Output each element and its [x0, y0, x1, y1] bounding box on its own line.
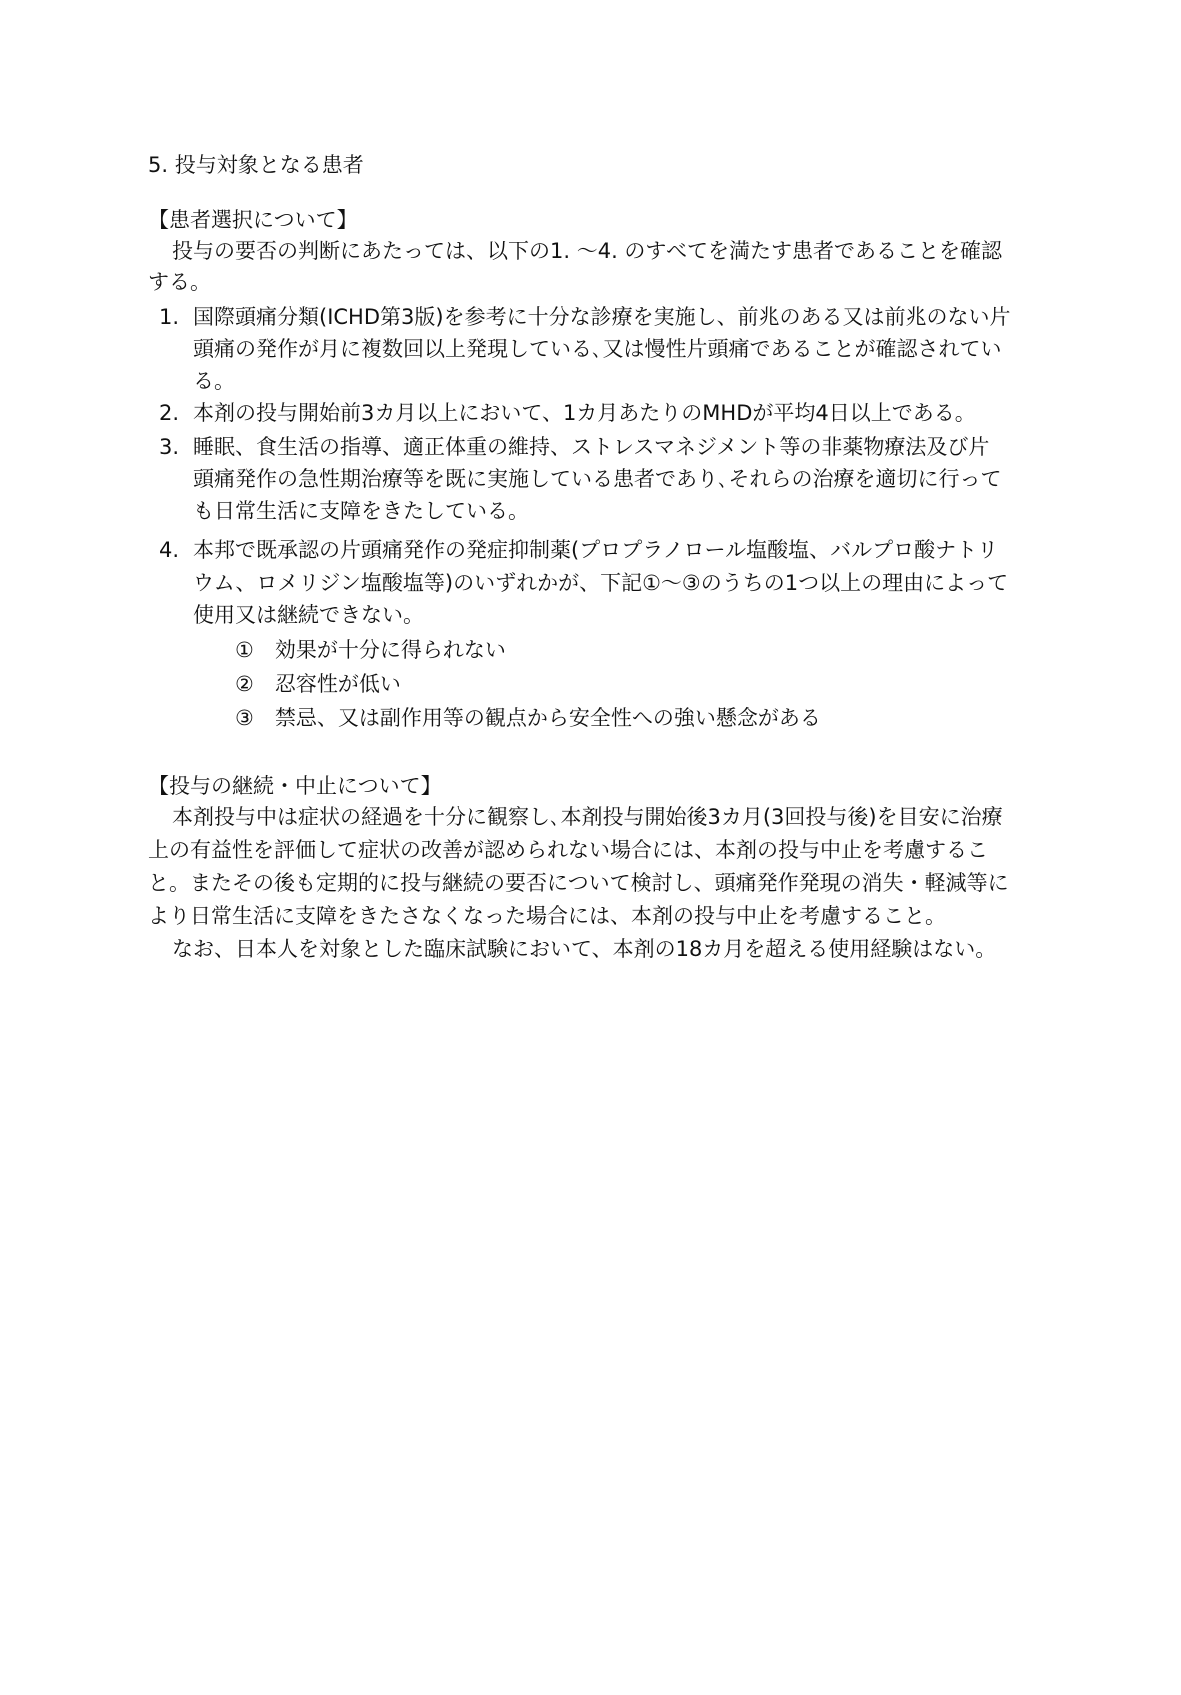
item-number-2: 2.: [159, 401, 180, 425]
subitem-3: ③ 禁忌、又は副作用等の観点から安全性への強い懸念がある: [235, 706, 821, 730]
item-3-line-3: も日常生活に支障をきたしている。: [193, 499, 529, 523]
intro-line-1: 投与の要否の判断にあたっては、以下の1. ～4. のすべてを満たす患者であることを確認: [172, 239, 1002, 263]
continuation-p2-line-1: なお、日本人を対象とした臨床試験において、本剤の18カ月を超える使用経験はない。: [172, 937, 997, 961]
item-4-line-1: 本邦で既承認の片頭痛発作の発症抑制薬(プロプラノロール塩酸塩、バルプロ酸ナトリ: [193, 538, 999, 562]
subitem-2: ② 忍容性が低い: [235, 672, 401, 696]
item-number-3: 3.: [159, 435, 180, 459]
item-4-line-2: ウム、ロメリジン塩酸塩等)のいずれかが、下記①～③のうちの1つ以上の理由によって: [193, 571, 1009, 595]
section-title: 5. 投与対象となる患者: [148, 153, 364, 177]
item-1-line-2: 頭痛の発作が月に複数回以上発現している､又は慢性片頭痛であることが確認されてい: [193, 337, 1002, 361]
item-number-1: 1.: [159, 305, 180, 329]
continuation-p1-line-1: 本剤投与中は症状の経過を十分に観察し､本剤投与開始後3カ月(3回投与後)を目安に治療: [172, 805, 1003, 829]
subitem-1: ① 効果が十分に得られない: [235, 638, 506, 662]
intro-line-2: する。: [148, 270, 211, 294]
continuation-p1-line-2: 上の有益性を評価して症状の改善が認められない場合には、本剤の投与中止を考慮するこ: [148, 838, 988, 862]
item-4-line-3: 使用又は継続できない。: [193, 603, 424, 627]
continuation-p1-line-4: より日常生活に支障をきたさなくなった場合には、本剤の投与中止を考慮すること。: [148, 904, 946, 928]
continuation-p1-line-3: と。またその後も定期的に投与継続の要否について検討し、頭痛発作発現の消失・軽減等に: [148, 871, 1009, 895]
item-3-line-2: 頭痛発作の急性期治療等を既に実施している患者であり､それらの治療を適切に行って: [193, 467, 1002, 491]
item-1-line-3: る。: [193, 369, 235, 393]
item-number-4: 4.: [159, 538, 180, 562]
item-1-line-1: 国際頭痛分類(ICHD第3版)を参考に十分な診療を実施し、前兆のある又は前兆のない片: [193, 305, 1011, 329]
continuation-heading: 【投与の継続・中止について】: [148, 774, 442, 798]
item-2-line-1: 本剤の投与開始前3カ月以上において、1カ月あたりのMHDが平均4日以上である。: [193, 401, 976, 425]
patient-selection-heading: 【患者選択について】: [148, 208, 358, 232]
item-3-line-1: 睡眠、食生活の指導、適正体重の維持、ストレスマネジメント等の非薬物療法及び片: [193, 435, 990, 459]
